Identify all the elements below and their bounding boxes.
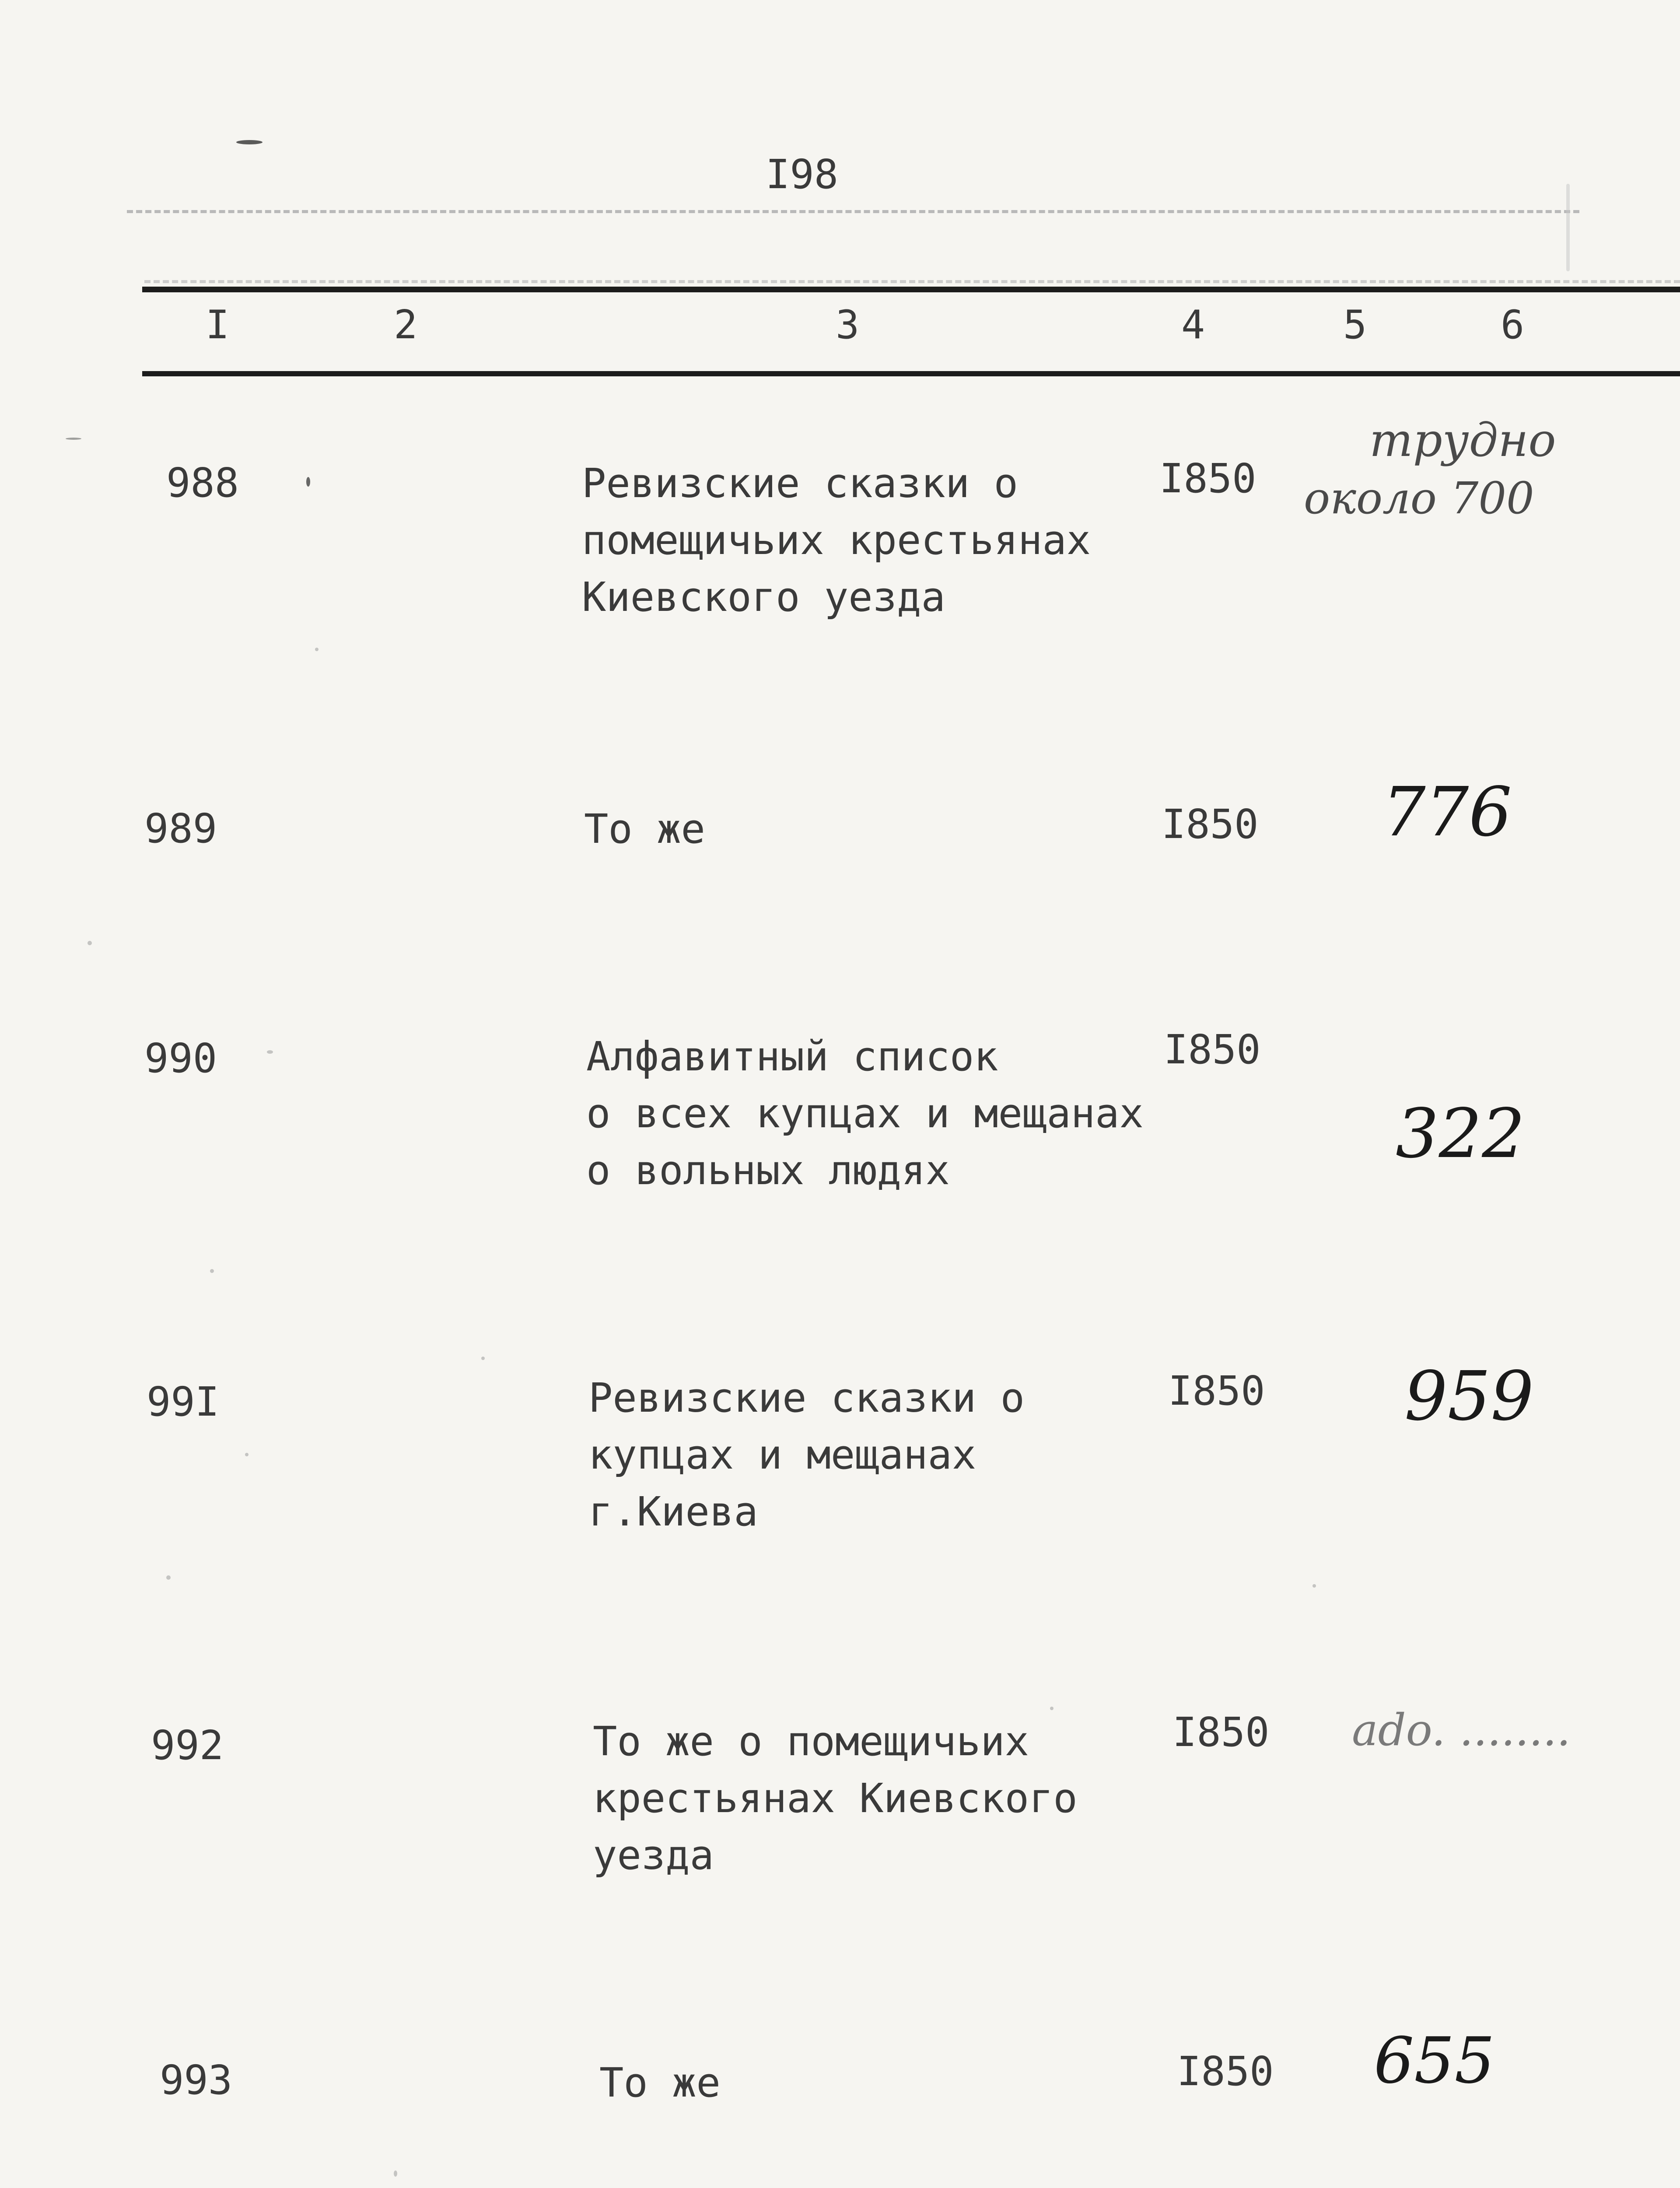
- row-description: То же: [584, 806, 705, 852]
- row-year: I850: [1168, 1368, 1265, 1414]
- row-year: I850: [1159, 455, 1256, 502]
- row-sheets-handwritten: 655: [1374, 2024, 1495, 2098]
- row-sheets-handwritten: 322: [1396, 1094, 1525, 1173]
- row-number: 993: [160, 2057, 233, 2104]
- row-description: Ревизские сказки о помещичьих крестьянах Киевского уезда: [582, 460, 1091, 621]
- row-number: 990: [144, 1035, 217, 1082]
- dashed-guide-line-bottom: [144, 280, 1680, 283]
- row-year: I850: [1162, 801, 1259, 848]
- row-sheets-handwritten: трудно: [1369, 414, 1556, 467]
- column-header-1: I: [206, 302, 230, 348]
- row-year: I850: [1172, 1709, 1270, 1756]
- header-rule-bottom: [142, 371, 1680, 376]
- row-number: 99I: [147, 1378, 220, 1425]
- header-rule-top: [142, 287, 1680, 292]
- page-number: I98: [766, 151, 839, 198]
- row-description: То же о помещичьих крестьянах Киевского уезда: [593, 1718, 1078, 1879]
- column-header-3: 3: [836, 302, 860, 348]
- row-sheets-handwritten: 776: [1382, 772, 1512, 852]
- row-description: Алфавитный список о всех купцах и мещанах о вольных людях: [586, 1033, 1144, 1194]
- row-sheets-handwritten: ado. ........: [1352, 1704, 1571, 1756]
- dashed-guide-line-top: [127, 210, 1579, 213]
- row-number: 988: [166, 459, 239, 506]
- row-sheets-handwritten: 959: [1404, 1357, 1534, 1436]
- row-year: I850: [1177, 2048, 1274, 2095]
- row-sheets-handwritten-note: около 700: [1304, 473, 1534, 524]
- column-header-4: 4: [1181, 302, 1205, 348]
- row-number: 989: [144, 805, 217, 852]
- row-number: 992: [151, 1722, 224, 1769]
- column-header-2: 2: [394, 302, 418, 348]
- row-year: I850: [1164, 1026, 1261, 1073]
- column-header-5: 5: [1343, 302, 1367, 348]
- row-description: Ревизские сказки о купцах и мещанах г.Киева: [588, 1375, 1025, 1535]
- column-header-6: 6: [1501, 302, 1525, 348]
- row-description: То же: [599, 2059, 721, 2106]
